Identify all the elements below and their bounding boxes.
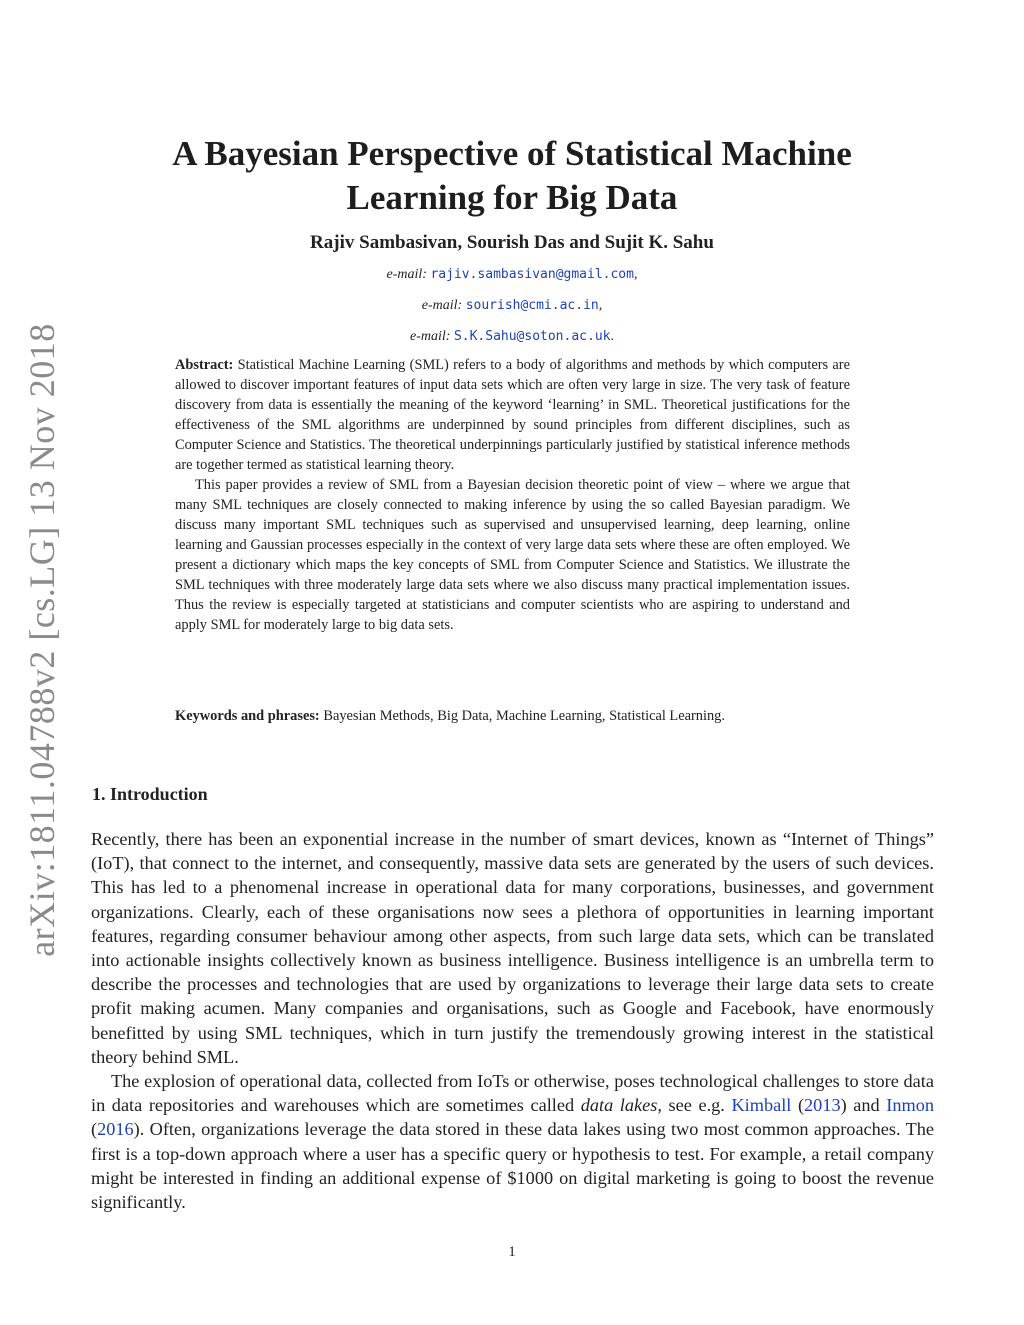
abstract-paragraph-2: This paper provides a review of SML from a Bayesian decision theoretic point of view – where we argue that many SML techniques are closely connected to making inference by using the so called Bayesian paradigm. We discuss many important SML techniques such as supervised and unsupervised learning, deep learning, online learning and Gaussian processes especially in the context of very large data sets where these are often employed. We present a dictionary which maps the key concepts of SML from Computer Science and Statistics. We illustrate the SML techniques with three moderately large data sets where we also discuss many practical implementation issues. Thus the review is especially targeted at statisticians and computer scientists who are aspiring to understand and apply SML for moderately large to big data sets.: [175, 477, 850, 633]
email-line-3: [100, 328, 924, 346]
text-span: and: [846, 1095, 887, 1116]
email-label: e-mail:: [410, 329, 451, 344]
introduction-body: [91, 827, 934, 1214]
text-span: , see e.g.: [657, 1095, 732, 1116]
citation-kimball[interactable]: Kimball: [731, 1095, 792, 1116]
abstract-text-1: Statistical Machine Learning (SML) refers to a body of algorithms and methods by which computers are allowed to discover important features of input data sets which are often very large in size. The very task of feature discovery from data is essentially the meaning of the keyword ‘learning’ in SML. Theoretical justifications for the effectiveness of the SML algorithms are underpinned by sound principles from different disciplines, such as Computer Science and Statistics. The theoretical underpinnings particularly justified by statistical inference methods are together termed as statistical learning theory.: [175, 357, 850, 473]
email-line-1: [100, 266, 924, 284]
email-line-2: [100, 297, 924, 315]
paper-title: [100, 132, 924, 220]
section-heading: 1. Introduction: [92, 784, 208, 804]
email-link[interactable]: sourish@cmi.ac.in: [465, 298, 599, 313]
email-label: e-mail:: [421, 298, 463, 313]
keywords-block: [175, 706, 850, 726]
citation-kimball-year[interactable]: 2013: [804, 1095, 841, 1116]
abstract-paragraph-1: [175, 355, 850, 475]
citation-inmon-year[interactable]: 2016: [97, 1119, 134, 1140]
email-link[interactable]: rajiv.sambasivan@gmail.com: [430, 267, 634, 282]
abstract-heading: Abstract:: [175, 357, 234, 373]
email-punct: .: [610, 329, 614, 344]
email-punct: ,: [598, 298, 603, 313]
intro-paragraph-1: Recently, there has been an exponential increase in the number of smart devices, known as “Internet of Things” (IoT), that connect to the internet, and consequently, massive data sets are generated by the users of such devices. This has led to a phenomenal increase in operational data for many corporations, businesses, and government organizations. Clearly, each of these organisations now sees a plethora of opportunities in learning important features, regarding consumer behaviour among other aspects, from such large data sets, which can be translated into actionable insights collectively known as business intelligence. Business intelligence is an umbrella term to describe the processes and technologies that are used by organizations to leverage their large data sets to create profit making acumen. Many companies and organisations, such as Google and Facebook, have enormously benefitted by using SML techniques, which in turn justify the tremendously growing interest in the statistical theory behind SML.: [91, 829, 934, 1067]
email-link[interactable]: S.K.Sahu@soton.ac.uk: [453, 329, 611, 344]
email-label: e-mail:: [386, 267, 427, 282]
email-punct: ,: [633, 267, 638, 282]
abstract-block: [175, 355, 850, 635]
intro-paragraph-2: The explosion of operational data, collected from IoTs or otherwise, poses technological challenges to store data in data repositories and warehouses which are sometimes called data lakes, see e.g. Kimball (2013) and Inmon (2016). Often, organizations leverage the data stored in these data lakes using two most common approaches. The first is a top-down approach where a user has a specific query or hypothesis to test. For example, a retail company might be interested in finding an additional expense of $1000 on digital marketing is going to boost the revenue significantly.: [91, 1071, 934, 1213]
italic-term: data lakes: [580, 1095, 658, 1116]
title-line-2: Learning for Big Data: [346, 178, 678, 217]
author-list: Rajiv Sambasivan, Sourish Das and Sujit K. Sahu: [310, 232, 714, 253]
arxiv-stamp: arXiv:1811.04788v2 [cs.LG] 13 Nov 2018: [22, 323, 62, 957]
keywords-text: Bayesian Methods, Big Data, Machine Learning, Statistical Learning.: [323, 708, 725, 724]
title-line-1: A Bayesian Perspective of Statistical Machine: [172, 134, 852, 173]
keywords-heading: Keywords and phrases:: [175, 708, 320, 724]
citation-inmon[interactable]: Inmon: [886, 1095, 934, 1116]
text-span: The explosion of operational data, collected from IoTs or otherwise, poses technological challenges to store data in data repositories and warehouses which are sometimes called: [91, 1071, 934, 1116]
text-span: . Often, organizations leverage the data stored in these data lakes using two most common approaches. The first is a top-down approach where a user has a specific query or hypothesis to test. For example, a retail company might be interested in finding an additional expense of $1000 on digital marketing is going to boost the revenue significantly.: [91, 1119, 934, 1213]
page-number: 1: [508, 1244, 516, 1260]
